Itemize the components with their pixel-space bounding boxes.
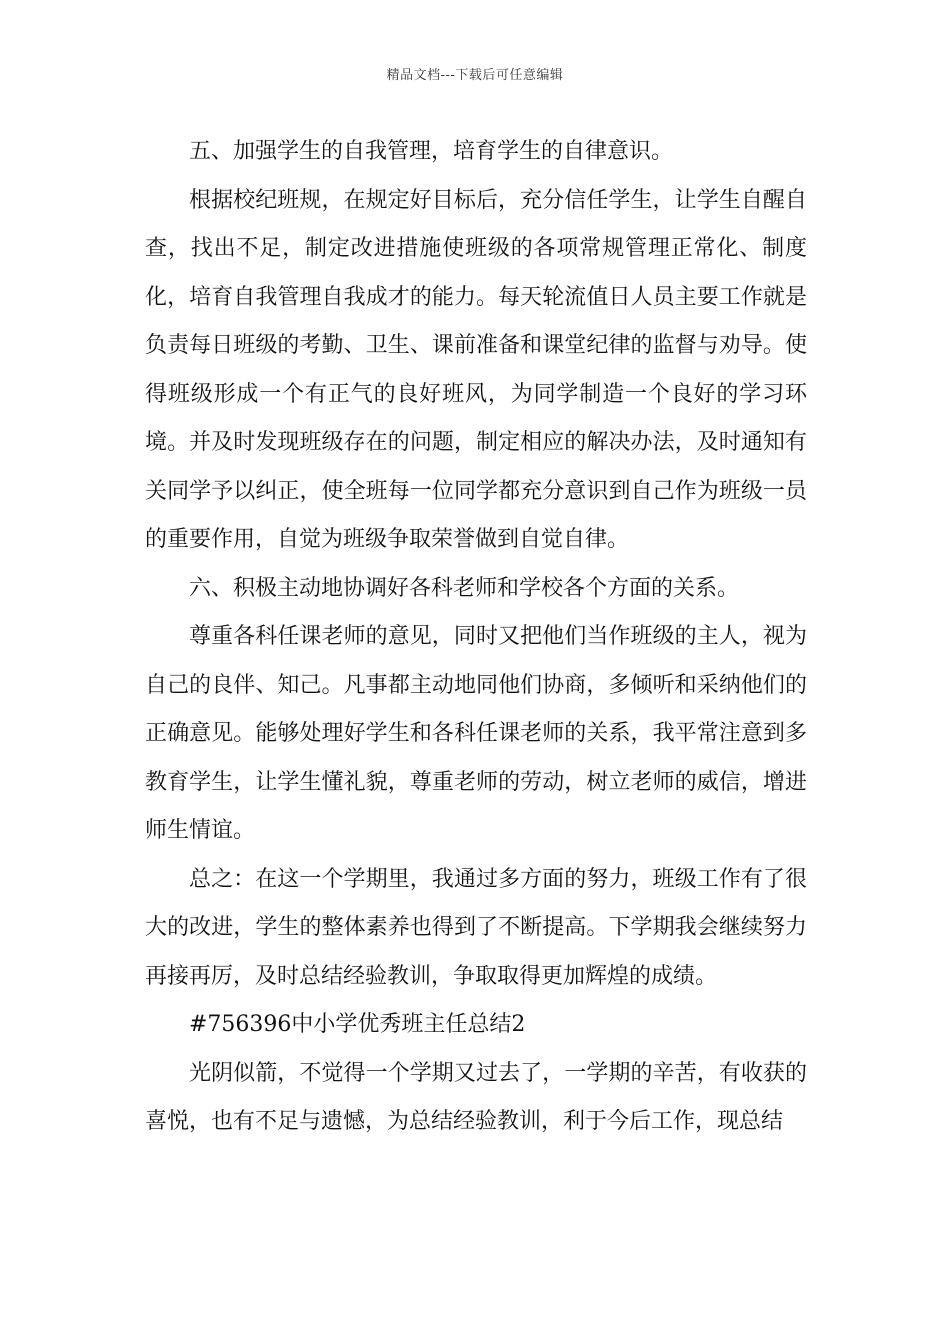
document-title-2: #756396中小学优秀班主任总结2 [189,1012,526,1037]
page-header: 精品文档---下载后可任意编辑 [386,68,564,83]
paragraph-conclusion: 总之：在这一个学期里，我通过多方面的努力，班级工作有了很大的改进，学生的整体素养也得到了不断提高。下学期我会继续努力再接再厉，及时总结经验教训，争取取得更加辉煌的成绩。 [145,866,807,989]
section-heading-5: 五、加强学生的自我管理，培育学生的自律意识。 [189,139,674,164]
document-body [145,128,807,1147]
section-heading-6: 六、积极主动地协调好各科老师和学校各个方面的关系。 [189,575,740,601]
paragraph-self-management: 根据校纪班规，在规定好目标后，充分信任学生，让学生自醒自查，找出不足，制定改进措施使班级的各项常规管理正常化、制度化，培育自我管理自我成才的能力。每天轮流值日人员主要工作就是负责每日班级的考勤、卫生、课前准备和课堂纪律的监督与劝导。使得班级形成一个有正气的良好班风，为同学制造一个良好的学习环境。并及时发现班级存在的问题，制定相应的解决办法，及时通知有关同学予以纠正，使全班每一位同学都充分意识到自己作为班级一员的重要作用，自觉为班级争取荣誉做到自觉自律。 [145,187,807,552]
paragraph-teacher-relations: 尊重各科任课老师的意见，同时又把他们当作班级的主人，视为自己的良伴、知己。凡事都主动地同他们协商，多倾听和采纳他们的正确意见。能够处理好学生和各科任课老师的关系，我平常注意到多教育学生，让学生懂礼貌，尊重老师的劳动，树立老师的威信，增进师生情谊。 [145,624,807,843]
paragraph-intro-2: 光阴似箭，不觉得一个学期又过去了，一学期的辛苦，有收获的喜悦，也有不足与遗憾，为总结经验教训，利于今后工作，现总结 [145,1060,807,1134]
